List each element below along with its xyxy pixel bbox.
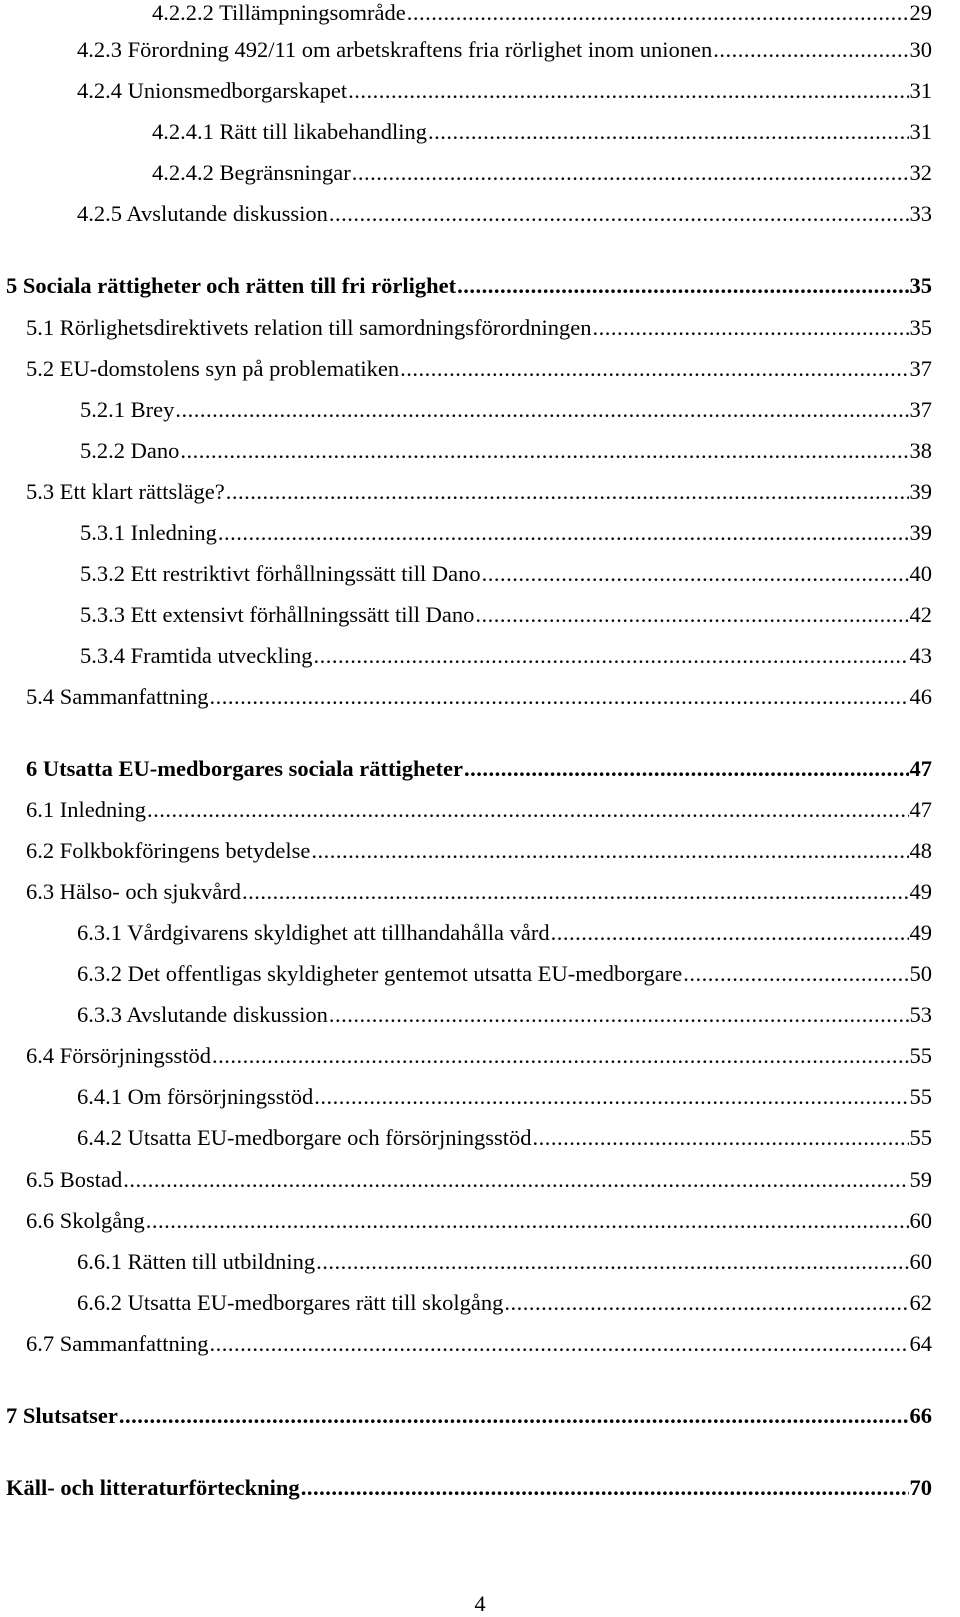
toc-entry-6-4-2[interactable]	[0, 1120, 960, 1156]
toc-page: 49	[909, 920, 932, 945]
toc-number: 5.3.4	[80, 643, 125, 668]
toc-title: Unionsmedborgarskapet	[127, 78, 348, 103]
toc-number: 6.3.2	[77, 961, 122, 986]
toc-title: Brey	[130, 397, 175, 422]
page-number: 4	[474, 1591, 486, 1616]
toc-page: 43	[909, 643, 932, 668]
toc-page: 66	[909, 1403, 932, 1428]
toc-number: 6.2	[26, 838, 55, 863]
toc-title: Ett klart rättsläge?	[59, 479, 225, 504]
toc-number: 6.6.2	[77, 1290, 122, 1315]
toc-number: 6.6	[26, 1208, 55, 1233]
toc-page: 60	[909, 1249, 932, 1274]
toc-title: Hälso- och sjukvård	[59, 879, 241, 904]
toc-entry-6-3-1[interactable]	[0, 915, 960, 951]
toc-title: Försörjningsstöd	[59, 1043, 212, 1068]
toc-page: 32	[909, 160, 932, 185]
toc-page: 31	[909, 119, 932, 144]
toc-number: 4.2.5	[77, 201, 122, 226]
toc-entry-6-3-2[interactable]	[0, 956, 960, 992]
toc-page: 46	[909, 684, 932, 709]
toc-page: 30	[909, 37, 932, 62]
toc-entry-chapter-7[interactable]	[0, 1398, 960, 1434]
toc-entry-5-1[interactable]	[0, 310, 960, 346]
toc-title: Förordning 492/11 om arbetskraftens fria rörlighet inom unionen	[127, 37, 713, 62]
toc-number: 6.5	[26, 1167, 55, 1192]
toc-entry-6-6-1[interactable]	[0, 1244, 960, 1280]
toc-number: 5.3	[26, 479, 55, 504]
toc-number: 6.6.1	[77, 1249, 122, 1274]
toc-title: Folkbokföringens betydelse	[59, 838, 311, 863]
toc-title: Vårdgivarens skyldighet att tillhandahålla vård	[127, 920, 550, 945]
toc-number: 6.3	[26, 879, 55, 904]
toc-page: 39	[909, 520, 932, 545]
toc-number: 5.3.2	[80, 561, 125, 586]
toc-page: 35	[909, 315, 932, 340]
toc-entry-6-6-2[interactable]	[0, 1285, 960, 1321]
toc-number: 5.4	[26, 684, 55, 709]
toc-number: 6	[26, 756, 38, 781]
toc-title: Avslutande diskussion	[126, 1002, 328, 1027]
toc-entry-4-2-4[interactable]	[0, 73, 960, 109]
toc-entry-5-3-3[interactable]	[0, 597, 960, 633]
toc-entry-6-7[interactable]	[0, 1326, 960, 1362]
toc-number: 6.4.2	[77, 1125, 122, 1150]
toc-title: Utsatta EU-medborgare och försörjningsstöd	[127, 1125, 532, 1150]
toc-title: Utsatta EU-medborgares sociala rättigheter	[42, 756, 463, 781]
toc-title: Ett extensivt förhållningssätt till Dano	[130, 602, 475, 627]
toc-number: 4.2.3	[77, 37, 122, 62]
toc-page: 50	[909, 961, 932, 986]
toc-page: 55	[909, 1084, 932, 1109]
toc-number: 5.3.3	[80, 602, 125, 627]
toc-page: 35	[909, 273, 932, 298]
toc-title: EU-domstolens syn på problematiken	[59, 356, 400, 381]
toc-page: 70	[909, 1475, 932, 1500]
toc-title: Utsatta EU-medborgares rätt till skolgång	[127, 1290, 504, 1315]
toc-entry-6-5[interactable]	[0, 1162, 960, 1198]
toc-title: Tillämpningsområde	[219, 0, 406, 25]
toc-title: Rätten till utbildning	[127, 1249, 316, 1274]
toc-entry-6-3-3[interactable]	[0, 997, 960, 1033]
toc-title: Om försörjningsstöd	[127, 1084, 314, 1109]
toc-page: 40	[909, 561, 932, 586]
toc-number: 5	[6, 273, 18, 298]
toc-page: 47	[909, 756, 932, 781]
toc-title: Dano	[130, 438, 180, 463]
toc-entry-6-6[interactable]	[0, 1203, 960, 1239]
toc-page: 64	[909, 1331, 932, 1356]
toc-number: 5.3.1	[80, 520, 125, 545]
toc-page: 62	[909, 1290, 932, 1315]
toc-number: 6.7	[26, 1331, 55, 1356]
toc-page: 55	[909, 1043, 932, 1068]
toc-page: 38	[909, 438, 932, 463]
toc-number: 4.2.4.2	[152, 160, 214, 185]
toc-number: 4.2.4	[77, 78, 122, 103]
toc-title: Skolgång	[59, 1208, 145, 1233]
toc-number: 4.2.4.1	[152, 119, 214, 144]
toc-number: 6.4.1	[77, 1084, 122, 1109]
toc-entry-6-1[interactable]	[0, 792, 960, 828]
toc-title: Rätt till likabehandling	[219, 119, 427, 144]
toc-title: Ett restriktivt förhållningssätt till Dano	[130, 561, 481, 586]
toc-entry-5-3-2[interactable]	[0, 556, 960, 592]
toc-entry-6-2[interactable]	[0, 833, 960, 869]
toc-page: 39	[909, 479, 932, 504]
toc-page: 59	[909, 1167, 932, 1192]
toc-title: Käll- och litteraturförteckning	[6, 1475, 300, 1500]
toc-title: Begränsningar	[219, 160, 351, 185]
toc-title: Inledning	[59, 797, 146, 822]
toc-number: 6.3.3	[77, 1002, 122, 1027]
toc-title: Bostad	[59, 1167, 123, 1192]
toc-number: 6.4	[26, 1043, 55, 1068]
toc-page: 55	[909, 1125, 932, 1150]
toc-page: 60	[909, 1208, 932, 1233]
toc-page: 53	[909, 1002, 932, 1027]
toc-title: Sammanfattning	[59, 1331, 209, 1356]
toc-title: Framtida utveckling	[130, 643, 313, 668]
toc-title: Slutsatser	[22, 1403, 118, 1428]
toc-entry-5-3-4[interactable]	[0, 638, 960, 674]
toc-page: 37	[909, 356, 932, 381]
toc-entry-6-4[interactable]	[0, 1038, 960, 1074]
toc-entry-chapter-5[interactable]	[0, 268, 960, 304]
toc-title: Sammanfattning	[59, 684, 209, 709]
toc-number: 5.2.1	[80, 397, 125, 422]
toc-entry-6-3[interactable]	[0, 874, 960, 910]
toc-entry-5-4[interactable]	[0, 679, 960, 715]
toc-entry-4-2-3[interactable]	[0, 32, 960, 68]
toc-number: 6.3.1	[77, 920, 122, 945]
toc-number: 7	[6, 1403, 18, 1428]
toc-title: Inledning	[130, 520, 217, 545]
toc-entry-4-2-4-1[interactable]	[0, 114, 960, 150]
toc-entry-chapter-6[interactable]	[0, 751, 960, 787]
toc-title: Det offentligas skyldigheter gentemot utsatta EU-medborgare	[127, 961, 683, 986]
toc-entry-4-2-2-2[interactable]	[0, 0, 960, 31]
toc-page: 47	[909, 797, 932, 822]
toc-number: 4.2.2.2	[152, 0, 214, 25]
toc-page: 31	[909, 78, 932, 103]
toc-title: Sociala rättigheter och rätten till fri rörlighet	[22, 273, 457, 298]
toc-entry-5-3-1[interactable]	[0, 515, 960, 551]
toc-entry-5-2-2[interactable]	[0, 433, 960, 469]
toc-entry-5-3[interactable]	[0, 474, 960, 510]
toc-page: 33	[909, 201, 932, 226]
toc-entry-references[interactable]	[0, 1470, 960, 1506]
toc-entry-5-2[interactable]	[0, 351, 960, 387]
toc-number: 5.2.2	[80, 438, 125, 463]
toc-page: 42	[909, 602, 932, 627]
toc-entry-5-2-1[interactable]	[0, 392, 960, 428]
toc-page: 48	[909, 838, 932, 863]
toc-title: Rörlighetsdirektivets relation till samordningsförordningen	[59, 315, 592, 340]
toc-page: 37	[909, 397, 932, 422]
toc-entry-4-2-4-2[interactable]	[0, 155, 960, 191]
toc-title: Avslutande diskussion	[126, 201, 328, 226]
toc-entry-6-4-1[interactable]	[0, 1079, 960, 1115]
toc-entry-4-2-5[interactable]	[0, 196, 960, 232]
toc-number: 5.1	[26, 315, 55, 340]
toc-number: 6.1	[26, 797, 55, 822]
toc-page: 29	[909, 0, 932, 25]
toc-number: 5.2	[26, 356, 55, 381]
toc-page: 49	[909, 879, 932, 904]
